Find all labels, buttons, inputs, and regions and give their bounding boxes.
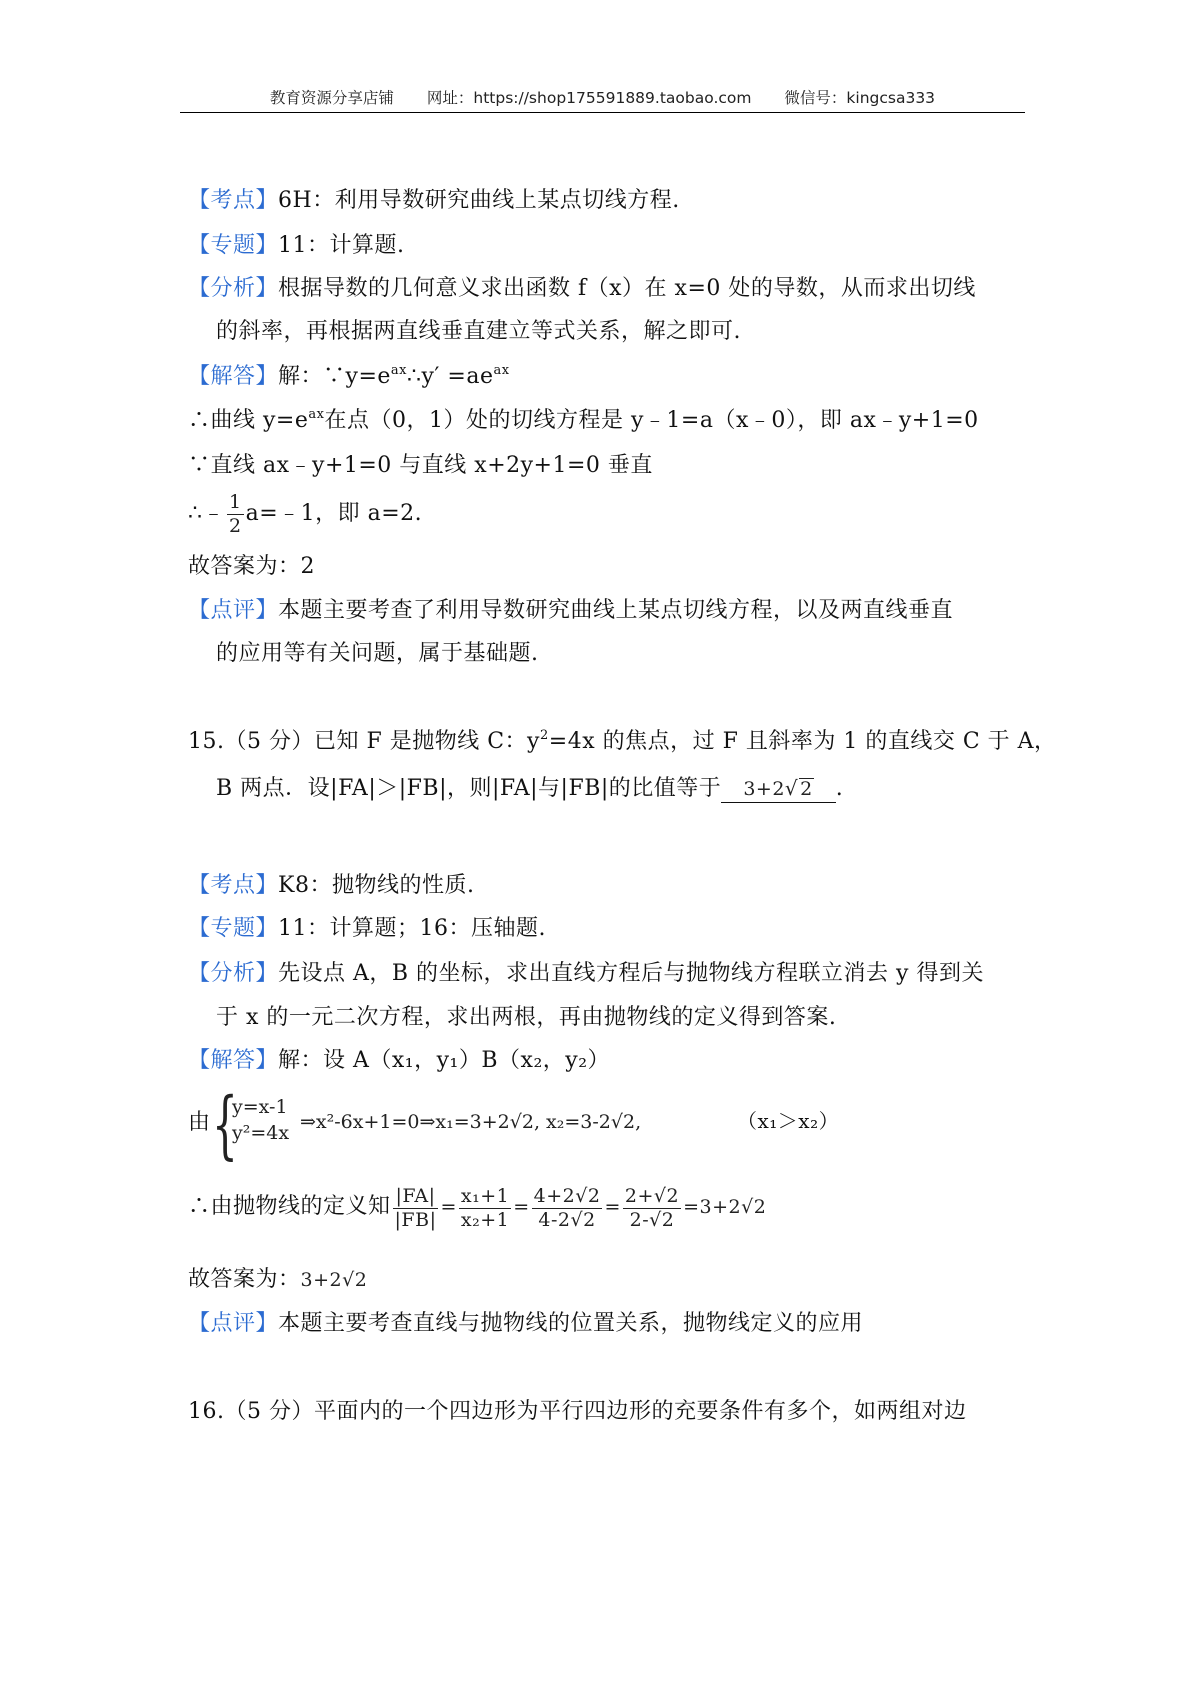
q14-fenxi-cont: 的斜率，再根据两直线垂直建立等式关系，解之即可. <box>216 319 741 344</box>
q14-answer: 故答案为：2 <box>188 554 315 579</box>
q15-definition: ∴由抛物线的定义知 $\frac{|FA|}{|FB|}$ = $\frac{\text{x₁+1}}{\text{x₂+1}}$ = $\frac{4+2√2}{4-2√2}$ = $\frac{2+√2}{2-√2}$ =3+2√2 <box>188 1184 767 1231</box>
q15-stem-cont: B 两点．设|FA|＞|FB|，则|FA|与|FB|的比值等于 3+2√ 2 . <box>216 776 844 801</box>
system-equations: y=x-1 y²=4x <box>232 1096 290 1144</box>
header-wechat: 微信号：kingcsa333 <box>784 89 936 107</box>
q15-system-prefix: 由 <box>188 1110 211 1135</box>
fraction-x1-x2: $\frac{\text{x₁+1}}{\text{x₂+1}}$ <box>460 1184 510 1231</box>
jieda-tag: 【解答】 <box>188 364 279 389</box>
dianping-tag: 【点评】 <box>188 598 279 623</box>
system-condition: （x₁＞x₂） <box>737 1109 840 1133</box>
fraction: $\frac{1}{2}$ <box>229 490 242 537</box>
q15-kaodian: 【考点】K8：抛物线的性质. <box>188 873 475 898</box>
q14-tangent-line: ∴曲线 $y=e^{ax}$在点（0，1）处的切线方程是 y﹣1=a（x﹣0），即 ax﹣y+1=0 <box>188 407 979 433</box>
fenxi-tag: 【分析】 <box>188 276 279 301</box>
answer-blank: 3+2√ 2 <box>721 775 835 803</box>
fraction-fa-fb: $\frac{|FA|}{|FB|}$ <box>394 1184 437 1231</box>
q14-zhuanti: 【专题】11：计算题. <box>188 233 405 258</box>
q14-dianping-cont: 的应用等有关问题，属于基础题. <box>216 641 539 666</box>
dianping-tag: 【点评】 <box>188 1311 279 1336</box>
q15-dianping: 【点评】本题主要考查直线与抛物线的位置关系，抛物线定义的应用 <box>188 1311 864 1336</box>
zhuanti-tag: 【专题】 <box>188 916 279 941</box>
q14-jieda: 【解答】解：$\because y=e^{ax}\therefore y' =ae^{ax}$ <box>188 363 510 389</box>
q15-fenxi-cont: 于 x 的一元二次方程，求出两根，再由抛物线的定义得到答案. <box>216 1005 837 1030</box>
system-brace: { <box>212 1082 238 1168</box>
system-result: ⇒x²-6x+1=0⇒x₁=3+2√2, x₂=3-2√2, <box>300 1111 642 1133</box>
q15-answer: 故答案为：3+2√2 <box>188 1267 368 1292</box>
zhuanti-tag: 【专题】 <box>188 233 279 258</box>
kaodian-tag: 【考点】 <box>188 188 279 213</box>
q15-jieda: 【解答】解：设 A（x₁，y₁）B（x₂，y₂） <box>188 1048 611 1073</box>
ratio-chain: $\frac{|FA|}{|FB|}$ = $\frac{\text{x₁+1}}{\text{x₂+1}}$ = $\frac{4+2√2}{4-2√2}$ = $\frac{2+√2}{2-√2}$ =3+2√2 <box>394 1184 767 1231</box>
jieda-tag: 【解答】 <box>188 1048 279 1073</box>
fenxi-tag: 【分析】 <box>188 961 279 986</box>
q16-stem: 16.（5 分）平面内的一个四边形为平行四边形的充要条件有多个，如两组对边 <box>188 1399 967 1424</box>
kaodian-tag: 【考点】 <box>188 873 279 898</box>
q14-fenxi: 【分析】根据导数的几何意义求出函数 f（x）在 x=0 处的导数，从而求出切线 <box>188 276 976 301</box>
page-header <box>180 86 1025 108</box>
fraction-4: $\frac{4+2√2}{4-2√2}$ <box>533 1184 601 1231</box>
q15-fenxi: 【分析】先设点 A，B 的坐标，求出直线方程后与抛物线方程联立消去 y 得到关 <box>188 961 984 986</box>
header-divider <box>180 112 1025 113</box>
fraction-2: $\frac{2+√2}{2-√2}$ <box>624 1184 680 1231</box>
header-shop: 教育资源分享店铺 <box>269 89 394 107</box>
q14-dianping: 【点评】本题主要考查了利用导数研究曲线上某点切线方程，以及两直线垂直 <box>188 598 954 623</box>
q14-equation: ∴﹣ $\frac{1}{2}$ a=﹣1，即 a=2. <box>188 490 423 537</box>
q15-zhuanti: 【专题】11：计算题；16：压轴题. <box>188 916 546 941</box>
header-url[interactable]: 网址：https://shop175591889.taobao.com <box>426 89 752 107</box>
q14-kaodian: 【考点】6H：利用导数研究曲线上某点切线方程. <box>188 188 680 213</box>
q14-perpendicular: ∵直线 ax﹣y+1=0 与直线 x+2y+1=0 垂直 <box>188 453 653 478</box>
q15-stem: 15.（5 分）已知 F 是抛物线 C：$y^2=4x$ 的焦点，过 F 且斜率为 1 的直线交 C 于 A， <box>188 728 1057 754</box>
